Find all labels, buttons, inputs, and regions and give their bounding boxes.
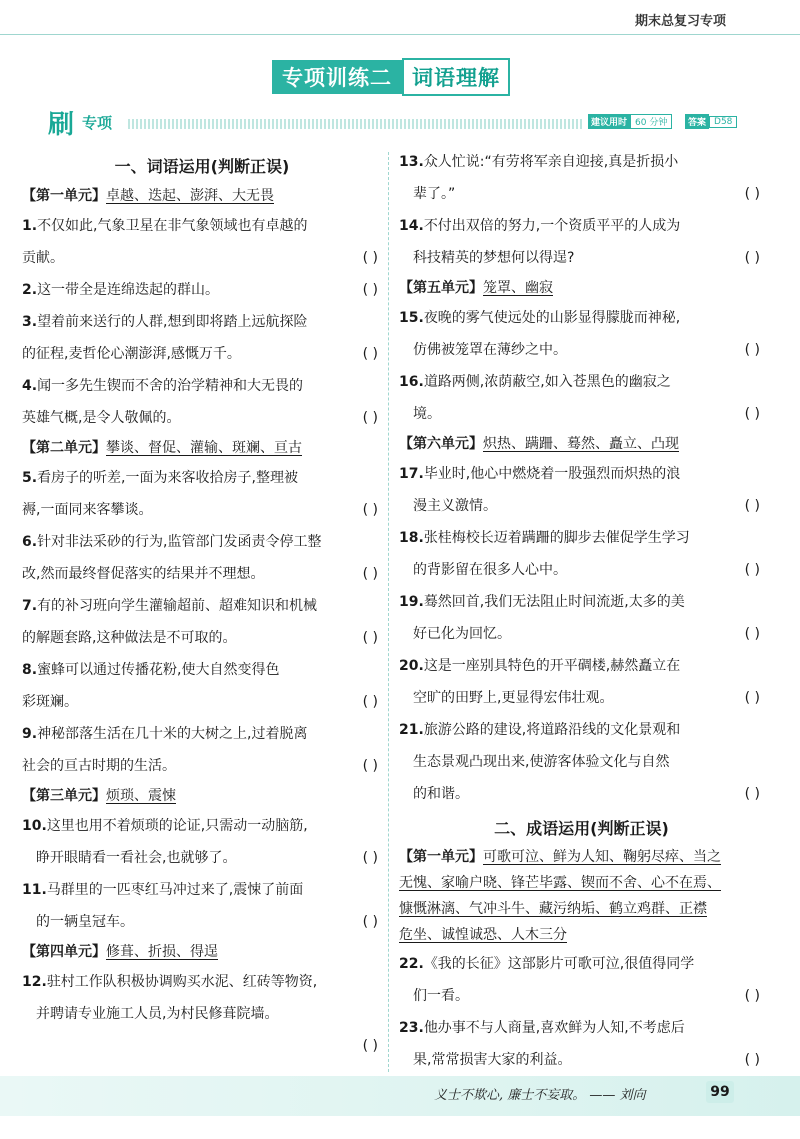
q-text: 的背影留在很多人心中。 [413,562,567,578]
q-line [399,1012,764,1044]
q-text: 的解题套路,这种做法是不可取的。 [22,630,237,646]
q-text: 张桂梅校长迈着蹒跚的脚步去催促学生学习 [423,530,690,546]
brush-sub: 专项 [82,114,113,132]
q-line [22,842,382,874]
question-1 [22,210,382,274]
unit-words: 可歌可泣、鲜为人知、鞠躬尽瘁、当之 [483,849,721,865]
q-number: 10. [22,818,47,834]
q-text: 辈了。” [413,186,456,202]
unit-label: 【第四单元】 [22,944,106,960]
q-number: 3. [22,314,38,330]
q-text: 望着前来送行的人群,想到即将踏上远航探险 [37,314,308,330]
unit-3 [22,782,382,810]
answer-paren[interactable]: ( ) [744,786,760,802]
q-line [399,618,764,650]
question-8 [22,654,382,718]
answer-paren[interactable]: ( ) [744,626,760,642]
q-line [399,1044,764,1076]
question-6 [22,526,382,590]
q-text: 的征程,麦哲伦心潮澎湃,感慨万千。 [22,346,241,362]
q-line [399,650,764,682]
answer-paren[interactable]: ( ) [744,186,760,202]
q-text: 科技精英的梦想何以得逞? [413,250,575,266]
q-text: 旅游公路的建设,将道路沿线的文化景观和 [423,722,681,738]
q-line [22,998,382,1030]
q-text: 褥,一面同来客攀谈。 [22,502,153,518]
q-text: 彩斑斓。 [22,694,78,710]
q-line [399,334,764,366]
q-text: 夜晚的雾气使远处的山影显得朦胧而神秘, [423,310,681,326]
q-line [22,242,382,274]
page-title [272,60,510,94]
q-number: 16. [399,374,424,390]
answer-paren[interactable]: ( ) [362,630,378,646]
q-number: 21. [399,722,424,738]
question-10 [22,810,382,874]
unit-words: 笼罩、幽寂 [483,280,553,296]
q-line [22,654,382,686]
unit-words: 炽热、蹒跚、蓦然、矗立、凸现 [483,436,679,452]
q-line [399,948,764,980]
q-number: 18. [399,530,424,546]
answer-paren[interactable]: ( ) [362,346,378,362]
unit-2 [22,434,382,462]
left-column [22,152,382,1062]
q-text: 并聘请专业施工人员,为村民修葺院墙。 [36,1006,279,1022]
q-text: 蓦然回首,我们无法阻止时间流逝,太多的美 [423,594,685,610]
time-tag [588,113,672,130]
q-text: 看房子的听差,一面为来客收拾房子,整理被 [37,470,298,486]
unit-words: 烦琐、震悚 [106,788,176,804]
answer-paren[interactable]: ( ) [744,1052,760,1068]
answer-paren[interactable]: ( ) [362,694,378,710]
answer-paren[interactable]: ( ) [362,914,378,930]
unit-4 [22,938,382,966]
unit-7 [399,844,764,948]
answer-paren[interactable]: ( ) [362,502,378,518]
brush-logo: 刷 [48,110,75,140]
q-number: 8. [22,662,38,678]
q-text: 这一带全是连绵迭起的群山。 [37,282,220,298]
answer-paren[interactable]: ( ) [744,562,760,578]
q-line [399,746,764,778]
q-line [22,210,382,242]
q-text: 道路两侧,浓荫蔽空,如入苍黑色的幽寂之 [423,374,671,390]
q-text: 他办事不与人商量,喜欢鲜为人知,不考虑后 [423,1020,685,1036]
footer-quote: 义士不欺心, 廉士不妄取。 —— 刘向 [434,1088,646,1103]
q-line [399,554,764,586]
q-number: 2. [22,282,38,298]
q-line [399,146,764,178]
q-text: 睁开眼睛看一看社会,也就够了。 [36,850,237,866]
question-23 [399,1012,764,1076]
q-line [22,462,382,494]
section2-title: 二、成语运用(判断正误) [494,819,669,838]
q-text: 生态景观凸现出来,使游客体验文化与自然 [413,754,670,770]
q-text: 针对非法采砂的行为,监管部门发函责令停工整 [37,534,322,550]
q-text: 这是一座别具特色的开平碉楼,赫然矗立在 [423,658,681,674]
q-line [399,980,764,1012]
q-number: 15. [399,310,424,326]
section1-title: 一、词语运用(判断正误) [114,157,290,176]
answer-paren[interactable]: ( ) [362,758,378,774]
unit-words: 无愧、家喻户晓、锋芒毕露、锲而不舍、心不在焉、 [399,875,721,891]
time-value: 60 分钟 [630,114,672,129]
q-text: 漫主义激情。 [413,498,497,514]
q-text: 改,然而最终督促落实的结果并不理想。 [22,566,265,582]
q-text: 英雄气概,是令人敬佩的。 [22,410,181,426]
q-number: 6. [22,534,38,550]
answer-paren[interactable]: ( ) [362,1038,378,1054]
q-line [399,210,764,242]
q-text: 这里也用不着烦琐的论证,只需动一动脑筋, [46,818,308,834]
q-line [22,590,382,622]
unit-words: 攀谈、督促、灌输、斑斓、亘古 [106,440,302,456]
footer-bar [0,1076,800,1116]
question-13 [399,146,764,210]
q-number: 12. [22,974,47,990]
q-number: 4. [22,378,38,394]
unit-words: 危坐、诚惶诚恐、人木三分 [399,927,567,943]
q-line [22,874,382,906]
q-line [399,366,764,398]
question-12 [22,966,382,1062]
question-11 [22,874,382,938]
q-line [22,718,382,750]
q-number: 13. [399,154,424,170]
q-line [22,338,382,370]
q-text: 《我的长征》这部影片可歌可泣,很值得同学 [423,956,695,972]
q-line [399,778,764,810]
q-text: 贡献。 [22,250,64,266]
question-22 [399,948,764,1012]
right-column [399,152,764,1076]
q-line [22,526,382,558]
unit-label: 【第一单元】 [399,849,483,865]
q-number: 1. [22,218,38,234]
unit-label: 【第三单元】 [22,788,106,804]
q-number: 19. [399,594,424,610]
question-21 [399,714,764,810]
q-number: 20. [399,658,424,674]
question-15 [399,302,764,366]
q-line [399,302,764,334]
q-line [22,402,382,434]
q-text: 不仅如此,气象卫星在非气象领域也有卓越的 [37,218,308,234]
q-line [22,274,382,306]
answer-paren[interactable]: ( ) [744,342,760,358]
q-text: 果,常常损害大家的利益。 [413,1052,572,1068]
column-divider [388,152,389,1072]
answer-paren[interactable]: ( ) [362,282,378,298]
unit-label: 【第五单元】 [399,280,483,296]
answer-paren[interactable]: ( ) [362,850,378,866]
q-text: 社会的亘古时期的生活。 [22,758,176,774]
unit-words: 修葺、折损、得逞 [106,944,218,960]
q-line [399,458,764,490]
answer-value: D58 [709,116,737,128]
question-3 [22,306,382,370]
q-text: 境。 [413,406,441,422]
q-text: 毕业时,他心中燃烧着一股强烈而炽热的浪 [423,466,681,482]
q-line [22,558,382,590]
answer-paren[interactable]: ( ) [362,250,378,266]
answer-tag [685,113,737,130]
q-text: 马群里的一匹枣红马冲过来了,震悚了前面 [46,882,304,898]
q-text: 驻村工作队积极协调购买水泥、红砖等物资, [46,974,318,990]
q-number: 22. [399,956,424,972]
question-19 [399,586,764,650]
question-5 [22,462,382,526]
q-text: 的和谐。 [413,786,469,802]
q-line [22,306,382,338]
unit-label: 【第一单元】 [22,188,106,204]
top-rule [0,34,800,35]
title-left: 专项训练二 [272,60,402,94]
q-number: 5. [22,470,38,486]
unit-5 [399,274,764,302]
q-text: 的一辆皇冠车。 [36,914,134,930]
answer-paren[interactable]: ( ) [744,988,760,1004]
question-17 [399,458,764,522]
q-text: 有的补习班向学生灌输超前、超难知识和机械 [37,598,318,614]
header-tag: 期末总复习专项 [634,14,726,29]
q-line [399,398,764,430]
answer-label: 答案 [685,114,709,129]
q-text: 仿佛被笼罩在薄纱之中。 [413,342,567,358]
answer-paren[interactable]: ( ) [744,250,760,266]
question-9 [22,718,382,782]
q-line [22,686,382,718]
question-20 [399,650,764,714]
q-text: 空旷的田野上,更显得宏伟壮观。 [413,690,614,706]
q-line [399,522,764,554]
q-line [22,750,382,782]
q-line [399,682,764,714]
time-label: 建议用时 [588,114,630,129]
q-line [399,586,764,618]
answer-paren[interactable]: ( ) [362,566,378,582]
q-text: 闻一多先生锲而不舍的治学精神和大无畏的 [37,378,304,394]
dotted-rule [128,119,582,129]
question-14 [399,210,764,274]
q-number: 9. [22,726,38,742]
q-number: 14. [399,218,424,234]
unit-6 [399,430,764,458]
question-4 [22,370,382,434]
answer-paren[interactable]: ( ) [362,410,378,426]
question-16 [399,366,764,430]
q-text: 神秘部落生活在几十米的大树之上,过着脱离 [37,726,308,742]
q-line [22,810,382,842]
q-number: 17. [399,466,424,482]
q-line [399,714,764,746]
page-number: 99 [706,1081,734,1103]
q-line [22,494,382,526]
q-line [399,490,764,522]
answer-paren[interactable]: ( ) [744,498,760,514]
q-line [22,966,382,998]
q-number: 11. [22,882,47,898]
q-text: 蜜蜂可以通过传播花粉,使大自然变得色 [37,662,280,678]
q-text: 众人忙说:“有劳将军亲自迎接,真是折损小 [423,154,679,170]
unit-words: 慷慨淋漓、气冲斗牛、藏污纳垢、鹤立鸡群、正襟 [399,901,707,917]
q-line [22,622,382,654]
q-line [399,242,764,274]
answer-paren[interactable]: ( ) [744,690,760,706]
unit-words: 卓越、迭起、澎湃、大无畏 [106,188,274,204]
question-7 [22,590,382,654]
q-line [22,906,382,938]
title-right: 词语理解 [402,58,510,96]
unit-label: 【第二单元】 [22,440,106,456]
q-number: 7. [22,598,38,614]
unit-label: 【第六单元】 [399,436,483,452]
unit-1 [22,182,382,210]
question-18 [399,522,764,586]
answer-paren[interactable]: ( ) [744,406,760,422]
q-text: 们一看。 [413,988,469,1004]
q-line [22,370,382,402]
q-line [22,1030,382,1062]
q-line [399,178,764,210]
q-text: 好已化为回忆。 [413,626,511,642]
q-text: 不付出双倍的努力,一个资质平平的人成为 [423,218,681,234]
q-number: 23. [399,1020,424,1036]
question-2 [22,274,382,306]
